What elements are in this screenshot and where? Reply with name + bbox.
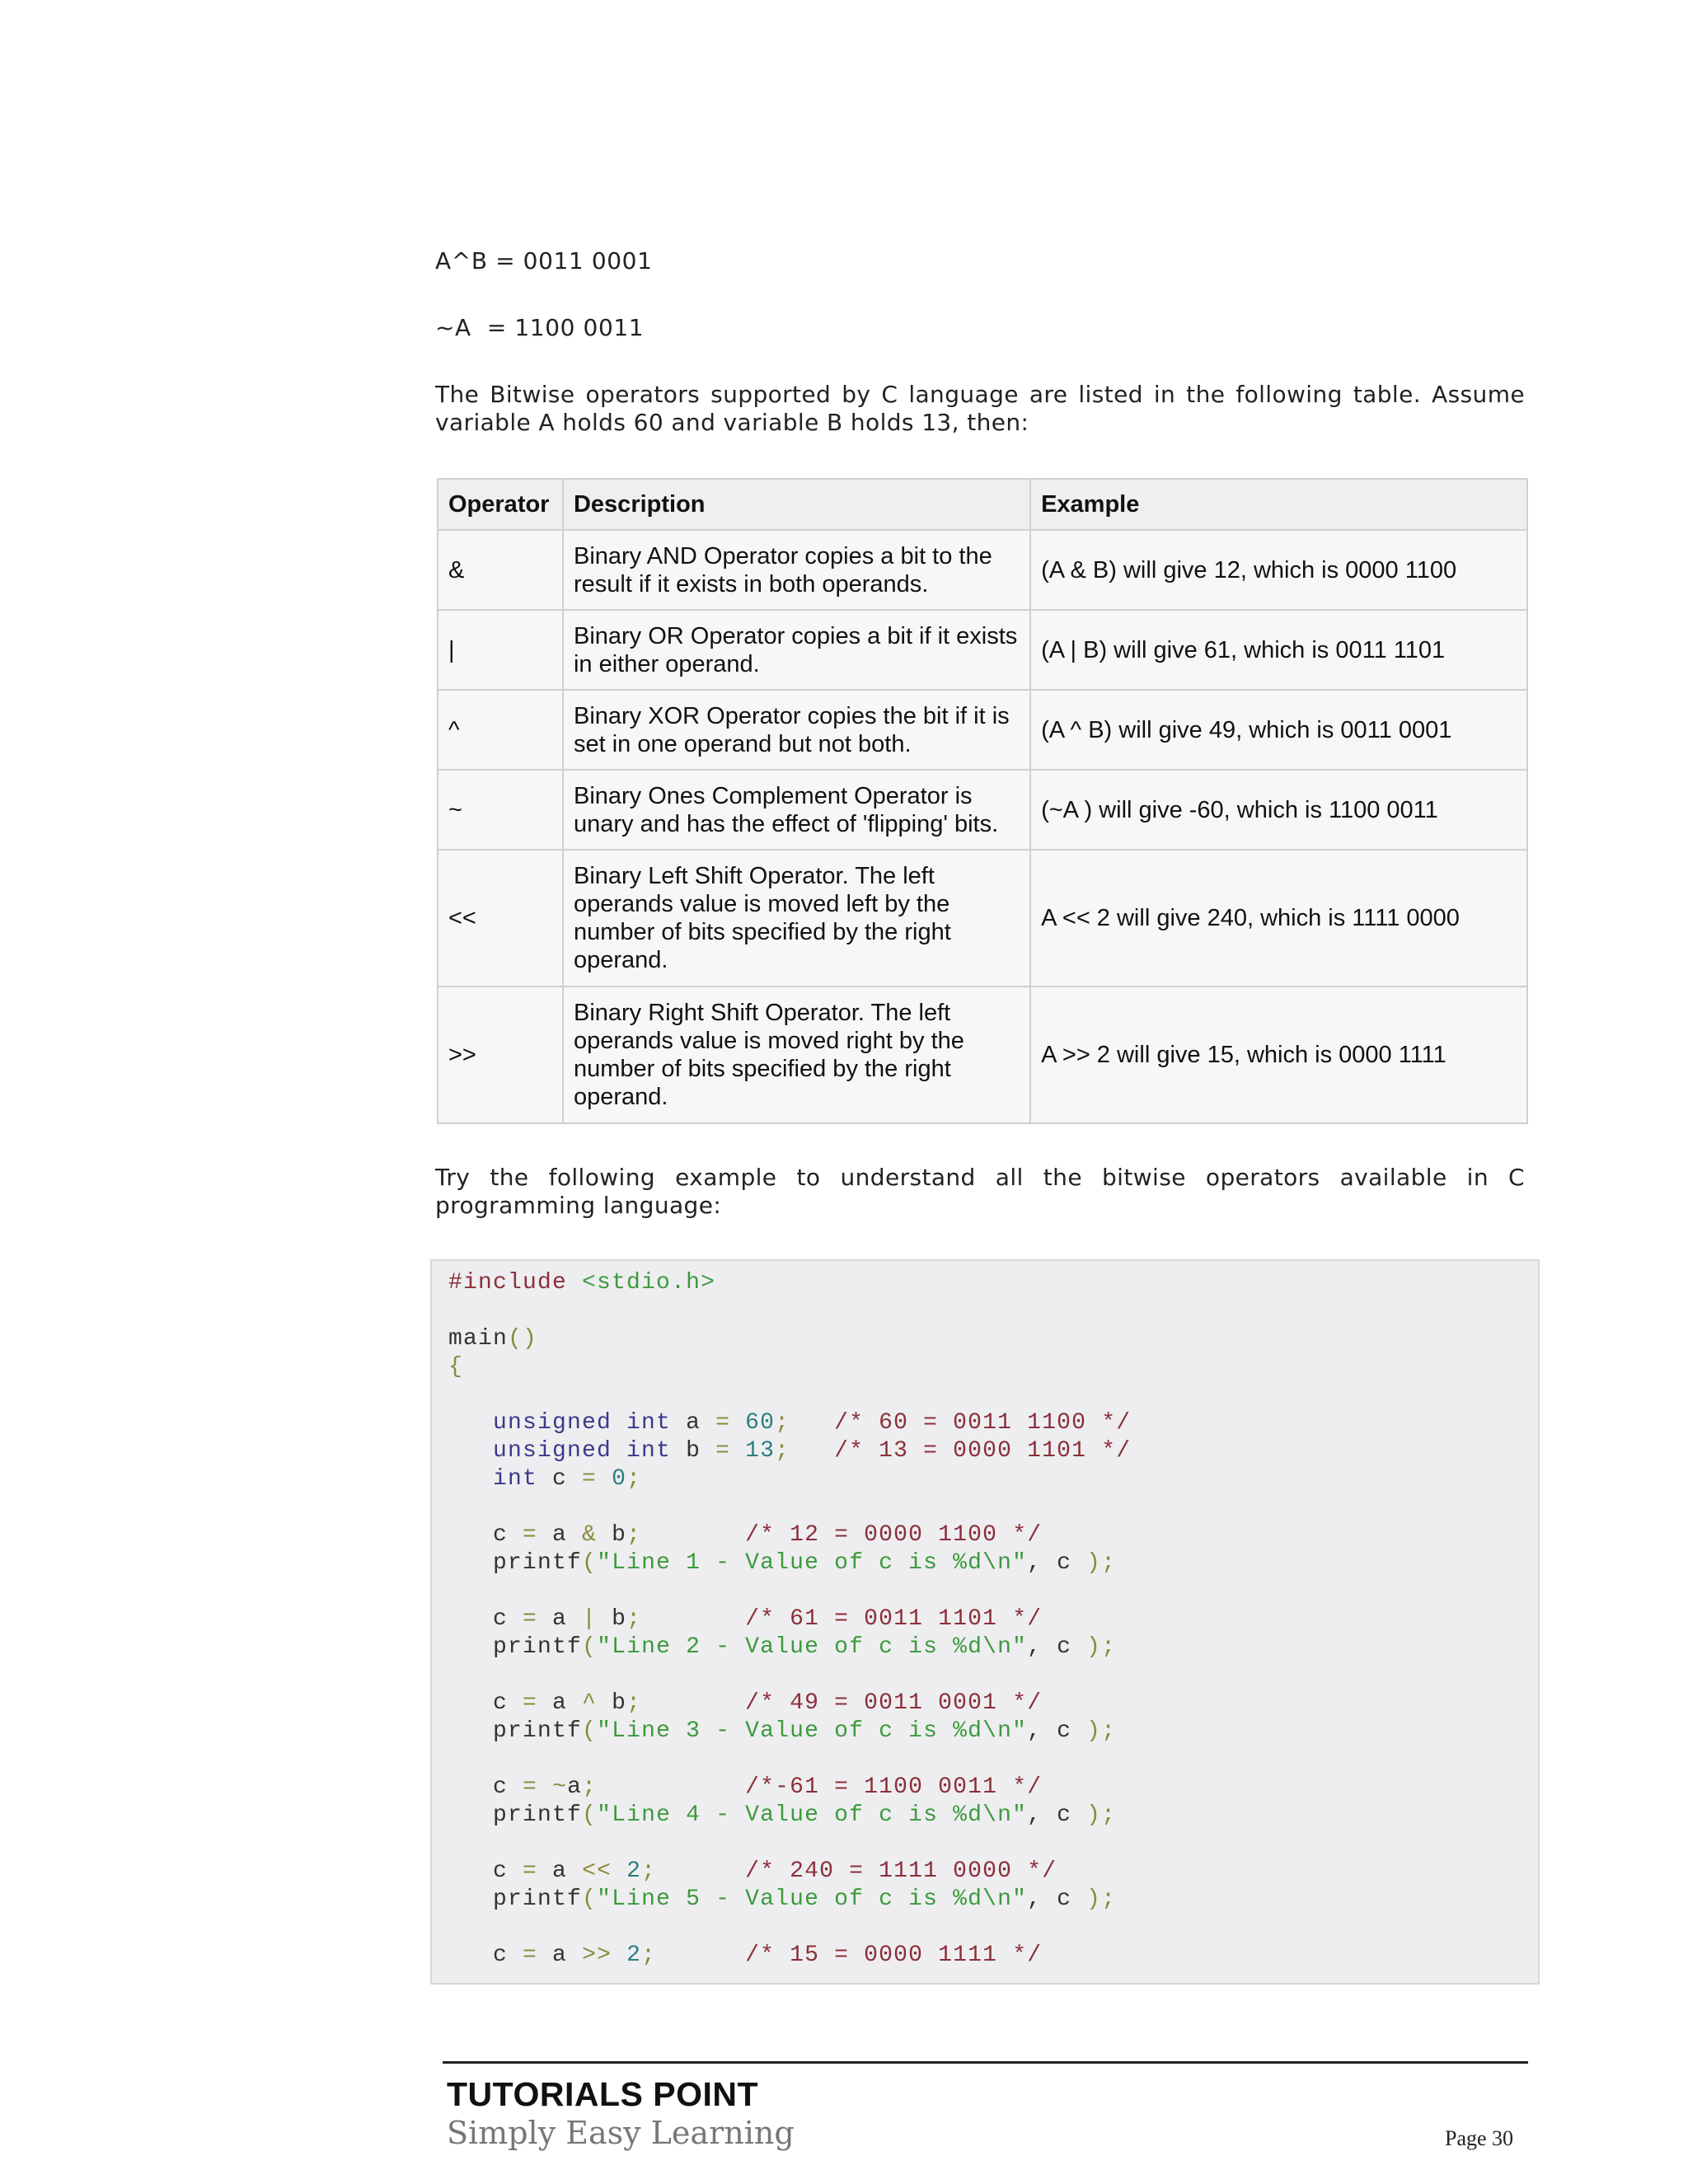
code-include-directive: #include bbox=[448, 1270, 568, 1296]
example-paragraph-line-1: Try the following example to understand all the bitwise operators available in C bbox=[435, 1164, 1525, 1191]
code-printf-lparen: ( bbox=[582, 1802, 598, 1828]
code-stmt-operand: a bbox=[537, 1943, 583, 1968]
example-paragraph bbox=[435, 1164, 1525, 1220]
operator-cell: ^ bbox=[438, 690, 563, 770]
header-example: Example bbox=[1030, 479, 1527, 530]
code-pad bbox=[641, 1606, 745, 1632]
code-decl-a-type: unsigned int bbox=[493, 1410, 672, 1436]
code-decl-c-eq: = bbox=[582, 1466, 598, 1492]
code-decl-a-comment: /* 60 = 0011 1100 */ bbox=[834, 1410, 1132, 1436]
code-pad bbox=[641, 1690, 745, 1716]
code-stmt-operand: a bbox=[537, 1606, 583, 1632]
code-printf-format: "Line 2 - Value of c is %d\n" bbox=[597, 1634, 1028, 1660]
code-stmt-lhs: c bbox=[493, 1522, 523, 1548]
code-stmt-rhs: b bbox=[597, 1522, 627, 1548]
intro-paragraph bbox=[435, 381, 1525, 437]
code-stmt-eq: = bbox=[523, 1858, 538, 1884]
code-decl-c-type: int bbox=[493, 1466, 538, 1492]
intro-paragraph-line-2: variable A holds 60 and variable B holds 13, then: bbox=[435, 409, 1029, 436]
code-open-brace: { bbox=[448, 1354, 464, 1380]
code-stmt-semi: ; bbox=[641, 1858, 657, 1884]
code-stmt-comment: /* 15 = 0000 1111 */ bbox=[745, 1943, 1043, 1968]
table-header-row bbox=[438, 479, 1527, 530]
operator-cell: >> bbox=[438, 987, 563, 1123]
code-stmt-operand: a bbox=[537, 1522, 583, 1548]
example-cell: (~A ) will give -60, which is 1100 0011 bbox=[1030, 770, 1527, 850]
code-stmt-comment: /* 12 = 0000 1100 */ bbox=[745, 1522, 1043, 1548]
example-paragraph-line-2: programming language: bbox=[435, 1192, 722, 1219]
code-printf-rparen: ); bbox=[1086, 1802, 1117, 1828]
code-stmt-operator: | bbox=[582, 1606, 598, 1632]
header-description: Description bbox=[563, 479, 1030, 530]
code-decl-a-semi: ; bbox=[775, 1410, 790, 1436]
code-stmt-rhs: a bbox=[567, 1774, 583, 1800]
code-stmt-comment: /*-61 = 1100 0011 */ bbox=[745, 1774, 1043, 1800]
code-printf: printf bbox=[493, 1886, 583, 1912]
table-row bbox=[438, 850, 1527, 987]
code-printf-lparen: ( bbox=[582, 1718, 598, 1744]
code-decl-c-value: 0 bbox=[597, 1466, 627, 1492]
code-printf: printf bbox=[493, 1550, 583, 1576]
code-printf-lparen: ( bbox=[582, 1886, 598, 1912]
code-printf-lparen: ( bbox=[582, 1634, 598, 1660]
example-cell: (A ^ B) will give 49, which is 0011 0001 bbox=[1030, 690, 1527, 770]
table-row bbox=[438, 610, 1527, 690]
code-printf-args: , c bbox=[1027, 1886, 1087, 1912]
page-number: Page 30 bbox=[1445, 2126, 1514, 2150]
code-decl-a-eq: = bbox=[715, 1410, 731, 1436]
code-stmt-operator: ~ bbox=[552, 1774, 568, 1800]
code-stmt-comment: /* 240 = 1111 0000 */ bbox=[745, 1858, 1057, 1884]
intro-paragraph-line-1: The Bitwise operators supported by C language are listed in the following table. Assume bbox=[435, 381, 1525, 408]
code-printf-format: "Line 5 - Value of c is %d\n" bbox=[597, 1886, 1028, 1912]
code-decl-b-name: b bbox=[671, 1438, 716, 1464]
code-block bbox=[430, 1259, 1540, 1985]
code-stmt-semi: ; bbox=[626, 1606, 642, 1632]
code-stmt-semi: ; bbox=[641, 1943, 657, 1968]
description-cell: Binary XOR Operator copies the bit if it is set in one operand but not both. bbox=[563, 690, 1030, 770]
code-printf-args: , c bbox=[1027, 1802, 1087, 1828]
code-printf-rparen: ); bbox=[1086, 1634, 1117, 1660]
code-stmt-eq: = bbox=[523, 1943, 538, 1968]
footer-tagline: Simply Easy Learning bbox=[447, 2115, 795, 2151]
code-stmt-eq: = bbox=[523, 1690, 538, 1716]
code-printf-args: , c bbox=[1027, 1550, 1087, 1576]
code-printf-lparen: ( bbox=[582, 1550, 598, 1576]
description-cell: Binary OR Operator copies a bit if it exists in either operand. bbox=[563, 610, 1030, 690]
code-main-name: main bbox=[448, 1326, 509, 1352]
example-cell: (A | B) will give 61, which is 0011 1101 bbox=[1030, 610, 1527, 690]
code-decl-b-type: unsigned int bbox=[493, 1438, 672, 1464]
code-stmt-rhs: b bbox=[597, 1690, 627, 1716]
code-printf-format: "Line 1 - Value of c is %d\n" bbox=[597, 1550, 1028, 1576]
code-pad bbox=[656, 1943, 745, 1968]
example-cell: (A & B) will give 12, which is 0000 1100 bbox=[1030, 530, 1527, 610]
table-row bbox=[438, 530, 1527, 610]
code-decl-b-comment: /* 13 = 0000 1101 */ bbox=[834, 1438, 1132, 1464]
intro-line-xor: A^B = 0011 0001 bbox=[435, 247, 653, 274]
code-listing bbox=[448, 1269, 1131, 1970]
code-printf: printf bbox=[493, 1802, 583, 1828]
code-stmt-rhs: 2 bbox=[612, 1858, 642, 1884]
code-stmt-operator: >> bbox=[582, 1943, 612, 1968]
code-stmt-lhs: c bbox=[493, 1858, 523, 1884]
code-stmt-rhs: b bbox=[597, 1606, 627, 1632]
code-stmt-operator: & bbox=[582, 1522, 598, 1548]
code-stmt-semi: ; bbox=[582, 1774, 598, 1800]
description-cell: Binary Right Shift Operator. The left operands value is moved right by the number of bits specified by the right operand. bbox=[563, 987, 1030, 1123]
code-printf-rparen: ); bbox=[1086, 1718, 1117, 1744]
operator-cell: | bbox=[438, 610, 563, 690]
code-stmt-lhs: c bbox=[493, 1774, 523, 1800]
description-cell: Binary Left Shift Operator. The left operands value is moved left by the number of bits specified by the right operand. bbox=[563, 850, 1030, 987]
code-stmt-eq: = bbox=[523, 1606, 538, 1632]
code-stmt-eq: = bbox=[523, 1774, 538, 1800]
code-stmt-comment: /* 61 = 0011 1101 */ bbox=[745, 1606, 1043, 1632]
table-row bbox=[438, 770, 1527, 850]
code-printf-format: "Line 3 - Value of c is %d\n" bbox=[597, 1718, 1028, 1744]
code-decl-c-semi: ; bbox=[626, 1466, 642, 1492]
operator-cell: << bbox=[438, 850, 563, 987]
code-printf: printf bbox=[493, 1718, 583, 1744]
code-printf-args: , c bbox=[1027, 1718, 1087, 1744]
code-main-parens: () bbox=[508, 1326, 538, 1352]
code-stmt-comment: /* 49 = 0011 0001 */ bbox=[745, 1690, 1043, 1716]
code-stmt-operand: a bbox=[537, 1858, 583, 1884]
code-stmt-operand: a bbox=[537, 1690, 583, 1716]
table-row bbox=[438, 987, 1527, 1123]
header-operator: Operator bbox=[438, 479, 563, 530]
code-printf-rparen: ); bbox=[1086, 1550, 1117, 1576]
code-decl-b-value: 13 bbox=[730, 1438, 776, 1464]
code-printf-format: "Line 4 - Value of c is %d\n" bbox=[597, 1802, 1028, 1828]
footer-divider bbox=[443, 2061, 1528, 2064]
code-decl-a-value: 60 bbox=[730, 1410, 776, 1436]
code-stmt-operand bbox=[537, 1774, 552, 1800]
description-cell: Binary Ones Complement Operator is unary and has the effect of 'flipping' bits. bbox=[563, 770, 1030, 850]
code-pad bbox=[656, 1858, 745, 1884]
intro-line-not: ~A = 1100 0011 bbox=[435, 314, 645, 341]
operator-cell: ~ bbox=[438, 770, 563, 850]
code-stmt-lhs: c bbox=[493, 1606, 523, 1632]
bitwise-operators-table bbox=[437, 478, 1528, 1124]
operator-cell: & bbox=[438, 530, 563, 610]
code-stmt-semi: ; bbox=[626, 1690, 642, 1716]
code-decl-b-semi: ; bbox=[775, 1438, 790, 1464]
code-stmt-lhs: c bbox=[493, 1943, 523, 1968]
table-row bbox=[438, 690, 1527, 770]
code-decl-c-name: c bbox=[537, 1466, 583, 1492]
description-cell: Binary AND Operator copies a bit to the result if it exists in both operands. bbox=[563, 530, 1030, 610]
code-printf-args: , c bbox=[1027, 1634, 1087, 1660]
code-decl-b-eq: = bbox=[715, 1438, 731, 1464]
code-printf: printf bbox=[493, 1634, 583, 1660]
code-stmt-eq: = bbox=[523, 1522, 538, 1548]
code-stmt-lhs: c bbox=[493, 1690, 523, 1716]
footer-brand: TUTORIALS POINT bbox=[447, 2075, 759, 2113]
code-stmt-operator: << bbox=[582, 1858, 612, 1884]
example-cell: A >> 2 will give 15, which is 0000 1111 bbox=[1030, 987, 1527, 1123]
code-decl-a-name: a bbox=[671, 1410, 716, 1436]
code-stmt-semi: ; bbox=[626, 1522, 642, 1548]
code-printf-rparen: ); bbox=[1086, 1886, 1117, 1912]
code-include-header: <stdio.h> bbox=[582, 1270, 716, 1296]
code-stmt-operator: ^ bbox=[582, 1690, 598, 1716]
code-pad bbox=[641, 1522, 745, 1548]
code-pad bbox=[597, 1774, 745, 1800]
code-stmt-rhs: 2 bbox=[612, 1943, 642, 1968]
example-cell: A << 2 will give 240, which is 1111 0000 bbox=[1030, 850, 1527, 987]
